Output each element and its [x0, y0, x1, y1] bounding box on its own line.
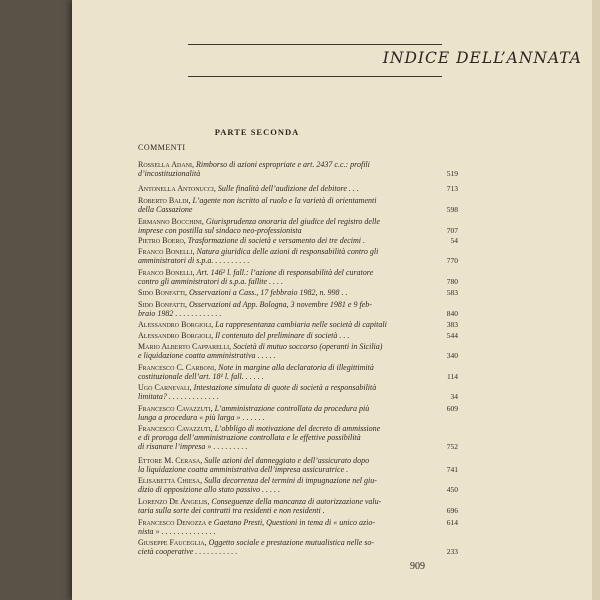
index-entry — [138, 342, 458, 360]
index-entry — [138, 268, 458, 286]
index-entry — [138, 456, 458, 474]
index-entry — [138, 320, 458, 329]
entry-author: Francesco Cavazzuti — [138, 404, 211, 413]
entry-title: della Cassazione — [138, 205, 193, 214]
entry-author: Elisabetta Chiesa — [138, 476, 201, 485]
entry-title: L’amministrazione controllata da procedura più — [214, 404, 370, 413]
entry-author: Francesco Denozza — [138, 518, 207, 527]
entry-page-number: 780 — [446, 277, 458, 286]
entry-author: Sido Bonfatti — [138, 300, 186, 309]
entry-line — [138, 217, 436, 226]
entry-author: Lorenzo De Angelis — [138, 497, 208, 506]
entry-line — [138, 527, 436, 536]
entry-page-number: 696 — [446, 506, 458, 515]
entry-line — [138, 320, 436, 329]
entry-title: di risanare l’impresa » . . . . . . . . . — [138, 442, 248, 451]
entry-separator: , — [183, 236, 188, 245]
index-entry — [138, 404, 458, 422]
index-entry — [138, 217, 458, 235]
entry-page-number: 519 — [446, 169, 458, 178]
index-entry — [138, 383, 458, 401]
entry-title: L’obbligo di motivazione del decreto di ammissione — [214, 424, 381, 433]
entry-page-number: 770 — [446, 256, 458, 265]
entry-separator: , — [192, 268, 197, 277]
entry-title: Sulla decorrenza del termini di impugnazione nel giu- — [204, 476, 377, 485]
entry-title: cietà cooperative . . . . . . . . . . . — [138, 547, 238, 556]
entry-page-number: 713 — [446, 184, 458, 193]
entry-author: Roberto Baldi — [138, 196, 189, 205]
entry-line — [138, 456, 436, 465]
entry-page-number: 450 — [446, 485, 458, 494]
entry-line — [138, 247, 436, 256]
index-entry — [138, 288, 458, 297]
entry-title: Intestazione simulata di quote di società a responsabilità — [193, 383, 377, 392]
entry-page-number: 114 — [447, 372, 458, 381]
entry-line — [138, 160, 436, 169]
entry-page-number: 707 — [446, 226, 458, 235]
entry-title: Il contenuto del preliminare di società . . . — [215, 331, 350, 340]
entry-separator: , — [211, 320, 216, 329]
index-entry — [138, 538, 458, 556]
entry-page-number: 609 — [446, 404, 458, 413]
entry-title: Art. 146² l. fall.: l’azione di responsabilità del curatore — [196, 268, 374, 277]
entry-author: Giuseppe Fauceglia — [138, 538, 205, 547]
index-entry — [138, 424, 458, 451]
entry-title: Oggetto sociale e prestazione mutualistica nelle so- — [208, 538, 375, 547]
entry-separator: , — [210, 424, 215, 433]
entry-author: Pietro Boero — [138, 236, 184, 245]
entry-line — [138, 196, 436, 205]
entry-page-number: 383 — [446, 320, 458, 329]
entry-separator: , — [213, 184, 218, 193]
entry-title: Note in margine alla declaratoria di illegittimità — [218, 363, 374, 372]
entry-line — [138, 300, 436, 309]
entry-separator: , — [200, 476, 205, 485]
entry-separator: , — [192, 160, 197, 169]
entry-title: Trasformazione di società e versamento dei tre decimi . — [187, 236, 366, 245]
entry-separator: , — [188, 196, 193, 205]
index-entry — [138, 184, 458, 193]
entry-separator: , — [189, 383, 194, 392]
entry-title: amministratori di s.p.a. . . . . . . . . . — [138, 256, 250, 265]
index-entry — [138, 300, 458, 318]
entry-line — [138, 547, 436, 556]
entry-page-number: 340 — [446, 351, 458, 360]
entry-title: Sulle azioni del danneggiato e dell’assicurato dopo — [204, 456, 370, 465]
entry-line — [138, 331, 436, 340]
index-entry — [138, 196, 458, 214]
entry-author: Ettore M. Cerasa — [138, 456, 201, 465]
entry-page-number: 34 — [450, 392, 458, 401]
entry-line — [138, 392, 436, 401]
entry-author: Mario Alberto Capparelli — [138, 342, 230, 351]
entry-separator: , — [210, 404, 215, 413]
index-entry — [138, 363, 458, 381]
index-entry — [138, 476, 458, 494]
entry-line — [138, 288, 436, 297]
entry-title: taria sulla sorte dei contratti tra residenti e non residenti . — [138, 506, 325, 515]
entry-line — [138, 497, 436, 506]
entry-title: Rimborso di azioni espropriate e art. 2437 c.c.: profili — [196, 160, 370, 169]
entry-line — [138, 342, 436, 351]
entry-author: Francesco C. Carboni — [138, 363, 215, 372]
entry-line — [138, 476, 436, 485]
entry-line — [138, 372, 436, 381]
entry-line — [138, 518, 436, 527]
entry-page-number: 614 — [446, 518, 458, 527]
entry-page-number: 752 — [446, 442, 458, 451]
entry-author: Alessandro Borgioli — [138, 320, 212, 329]
entry-line — [138, 424, 436, 433]
entry-line — [138, 433, 436, 442]
entry-title: e di proroga dell’amministrazione controllata e le effettive possibilità — [138, 433, 361, 442]
entry-title: Osservazioni a Cass., 17 febbraio 1982, n. 998 . . — [189, 288, 348, 297]
entry-line — [138, 383, 436, 392]
entry-title: Gaetano Presti, Questioni in tema di « unico azio- — [213, 518, 376, 527]
entry-line — [138, 309, 436, 318]
entry-line — [138, 363, 436, 372]
entry-author: Sido Bonfatti — [138, 288, 186, 297]
entry-title: limitata? . . . . . . . . . . . . . — [138, 392, 219, 401]
index-entry — [138, 160, 458, 178]
entry-separator: , — [185, 300, 190, 309]
entry-title: Società di mutuo soccorso (operanti in Sicilia) — [233, 342, 383, 351]
entry-line — [138, 268, 436, 277]
entry-line — [138, 236, 436, 245]
entry-title: lunga a procedura « più larga » . . . . . . — [138, 413, 265, 422]
entry-title: Giurisprudenza onoraria del giudice del registro delle — [205, 217, 380, 226]
entry-separator: , — [200, 456, 205, 465]
entry-page-number: 741 — [446, 465, 458, 474]
entry-separator: , — [229, 342, 234, 351]
entry-line — [138, 184, 436, 193]
entry-line — [138, 169, 436, 178]
entry-author: Franco Bonelli — [138, 268, 193, 277]
entry-separator: , — [192, 247, 197, 256]
entry-title: Natura giuridica delle azioni di responsabilità contro gli — [196, 247, 379, 256]
entry-separator: , — [201, 217, 206, 226]
entry-line — [138, 404, 436, 413]
entry-line — [138, 485, 436, 494]
entry-title: nista » . . . . . . . . . . . . . . — [138, 527, 216, 536]
subsection-title: COMMENTI — [138, 143, 186, 152]
entry-separator: , — [207, 497, 212, 506]
index-entry — [138, 497, 458, 515]
entry-page-number: 840 — [446, 309, 458, 318]
entry-line — [138, 413, 436, 422]
entry-line — [138, 351, 436, 360]
entry-author: Rossella Adani — [138, 160, 193, 169]
entry-author: Francesco Cavazzuti — [138, 424, 211, 433]
entry-title: La rappresentanza cambiaria nelle società di capitali — [215, 320, 387, 329]
entry-line — [138, 226, 436, 235]
entry-title: d’incostituzionalità — [138, 169, 201, 178]
entry-line — [138, 465, 436, 474]
entry-title: costituzionale dell’art. 18¹ l. fall. . . . . . — [138, 372, 264, 381]
page-number: 909 — [410, 561, 425, 572]
entry-author: Franco Bonelli — [138, 247, 193, 256]
entry-line — [138, 256, 436, 265]
entry-title: Osservazioni ad App. Bologna, 3 novembre 1981 e 9 feb- — [189, 300, 372, 309]
entry-author: Ermanno Bocchini — [138, 217, 202, 226]
entry-separator: , — [214, 363, 219, 372]
entry-separator: , — [185, 288, 190, 297]
page-header-title: INDICE DELL’ANNATA — [382, 49, 582, 67]
entry-separator: , — [211, 331, 216, 340]
entry-page-number: 583 — [446, 288, 458, 297]
entry-page-number: 544 — [446, 331, 458, 340]
entry-page-number: 233 — [446, 547, 458, 556]
index-entry — [138, 247, 458, 265]
index-entry — [138, 236, 458, 245]
entry-line — [138, 538, 436, 547]
entry-page-number: 54 — [450, 236, 458, 245]
entry-page-number: 598 — [446, 205, 458, 214]
entry-title: e liquidazione coatta amministrativa . . . . . — [138, 351, 276, 360]
entry-line — [138, 277, 436, 286]
entry-line — [138, 205, 436, 214]
entry-title: Conseguenze della mancanza di autorizzazione valu- — [211, 497, 382, 506]
entry-title: imprese con postilla sul sindaco neo-professionista — [138, 226, 302, 235]
entry-title: braio 1982 . . . . . . . . . . . . — [138, 309, 222, 318]
index-entry — [138, 331, 458, 340]
entry-title: Sulle finalità dell’audizione del debitore . . . — [217, 184, 359, 193]
entry-author: Antonella Antonucci — [138, 184, 214, 193]
entry-separator: e — [206, 518, 214, 527]
entry-line — [138, 506, 436, 515]
entry-title: L’agente non iscritto al ruolo e la varietà di orientamenti — [192, 196, 377, 205]
index-entry — [138, 518, 458, 536]
entry-title: dizio di opposizione allo stato passivo . . . . . — [138, 485, 281, 494]
entry-title: la liquidazione coatta amministrativa dell’impresa assicuratrice . — [138, 465, 349, 474]
entry-title: contro gli amministratori di s.p.a. fallite . . . . — [138, 277, 284, 286]
entry-author: Alessandro Borgioli — [138, 331, 212, 340]
entry-author: Ugo Carnevali — [138, 383, 190, 392]
entry-line — [138, 442, 436, 451]
entry-separator: , — [204, 538, 209, 547]
section-title: PARTE SECONDA — [214, 127, 300, 137]
